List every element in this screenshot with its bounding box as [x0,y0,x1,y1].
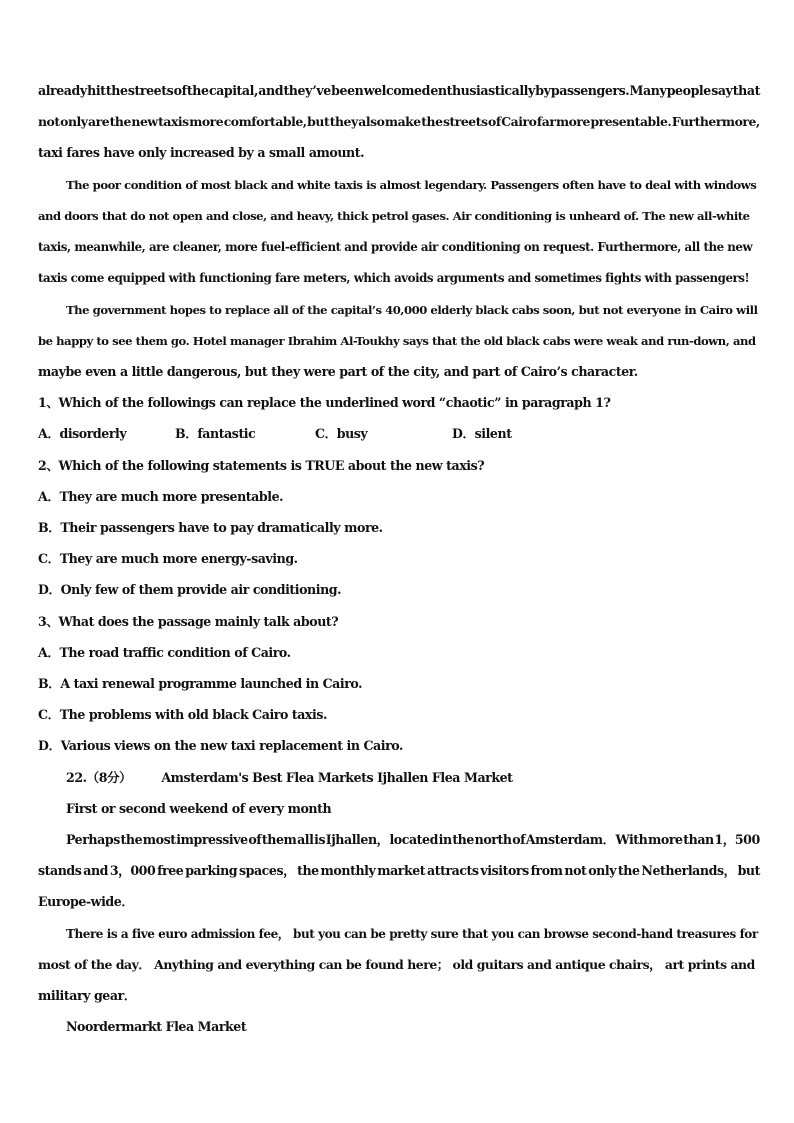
option-c: C．busy [315,426,368,441]
option-c: C．They are much more energy-saving. [38,551,298,566]
passage-line: be happy to see them go. Hotel manager Ibrahim Al-Toukhy says that the old black cabs were weak and run-down, and [38,334,756,348]
section-title: Amsterdam's Best Flea Markets Ijhallen Flea Market [161,770,513,785]
passage-line: already hit the streets of the capital, and they’ve been welcomed enthusiastically by passengers. Many people say that [38,83,760,98]
passage-line: Perhaps the most impressive of them all is Ijhallen， located in the north of Amsterdam． With more than 1，500 [66,832,760,847]
option-d: D．Only few of them provide air conditioning. [38,582,342,597]
passage-line: stands and 3，000 free parking spaces， the monthly market attracts visitors from not only the Netherlands， but [38,863,760,878]
question-stem: 3、What does the passage mainly talk about? [38,614,339,629]
passage-line: taxi fares have only increased by a small amount. [38,145,365,160]
passage-line: not only are the new taxis more comfortable, but they also make the streets of Cairo far more presentable. Furthermore, [38,114,760,129]
passage-line: maybe even a little dangerous, but they were part of the city, and part of Cairo’s character. [38,364,638,379]
passage-line: and doors that do not open and close, and heavy, thick petrol gases. Air conditioning is unheard of. The new all-white [38,209,750,223]
market-schedule: First or second weekend of every month [66,801,332,816]
option-a: A．disorderly [38,426,127,441]
passage-line: taxis come equipped with functioning fare meters, which avoids arguments and sometimes fights with passengers! [38,271,750,285]
passage-line: The government hopes to replace all of the capital’s 40,000 elderly black cabs soon, but not everyone in Cairo will [66,303,758,317]
option-d: D．silent [452,426,512,441]
option-a: A．They are much more presentable. [38,489,284,504]
passage-line: most of the day． Anything and everything can be found here； old guitars and antique chairs， art prints and [38,957,755,972]
passage-line: The poor condition of most black and white taxis is almost legendary. Passengers often have to deal with windows [66,178,757,192]
option-a: A．The road traffic condition of Cairo. [38,645,291,660]
passage-line: Europe-wide． [38,894,134,909]
question-stem: 2、Which of the following statements is TRUE about the new taxis? [38,458,485,473]
passage-line: military gear． [38,988,136,1003]
option-d: D．Various views on the new taxi replacement in Cairo. [38,738,403,753]
option-c: C．The problems with old black Cairo taxis. [38,707,327,722]
passage-line: taxis, meanwhile, are cleaner, more fuel-efficient and provide air conditioning on request. Furthermore, all the new [38,240,753,254]
option-b: B．fantastic [175,426,256,441]
subsection-heading: Noordermarkt Flea Market [66,1019,247,1034]
passage-line: There is a five euro admission fee， but you can be pretty sure that you can browse second-hand treasures for [66,927,758,941]
option-b: B．A taxi renewal programme launched in Cairo. [38,676,363,691]
section-heading [66,770,760,786]
option-b: B．Their passengers have to pay dramatically more. [38,520,383,535]
section-number: 22.（8分） [66,770,132,785]
question-stem: 1、Which of the followings can replace the underlined word “chaotic” in paragraph 1? [38,395,611,410]
